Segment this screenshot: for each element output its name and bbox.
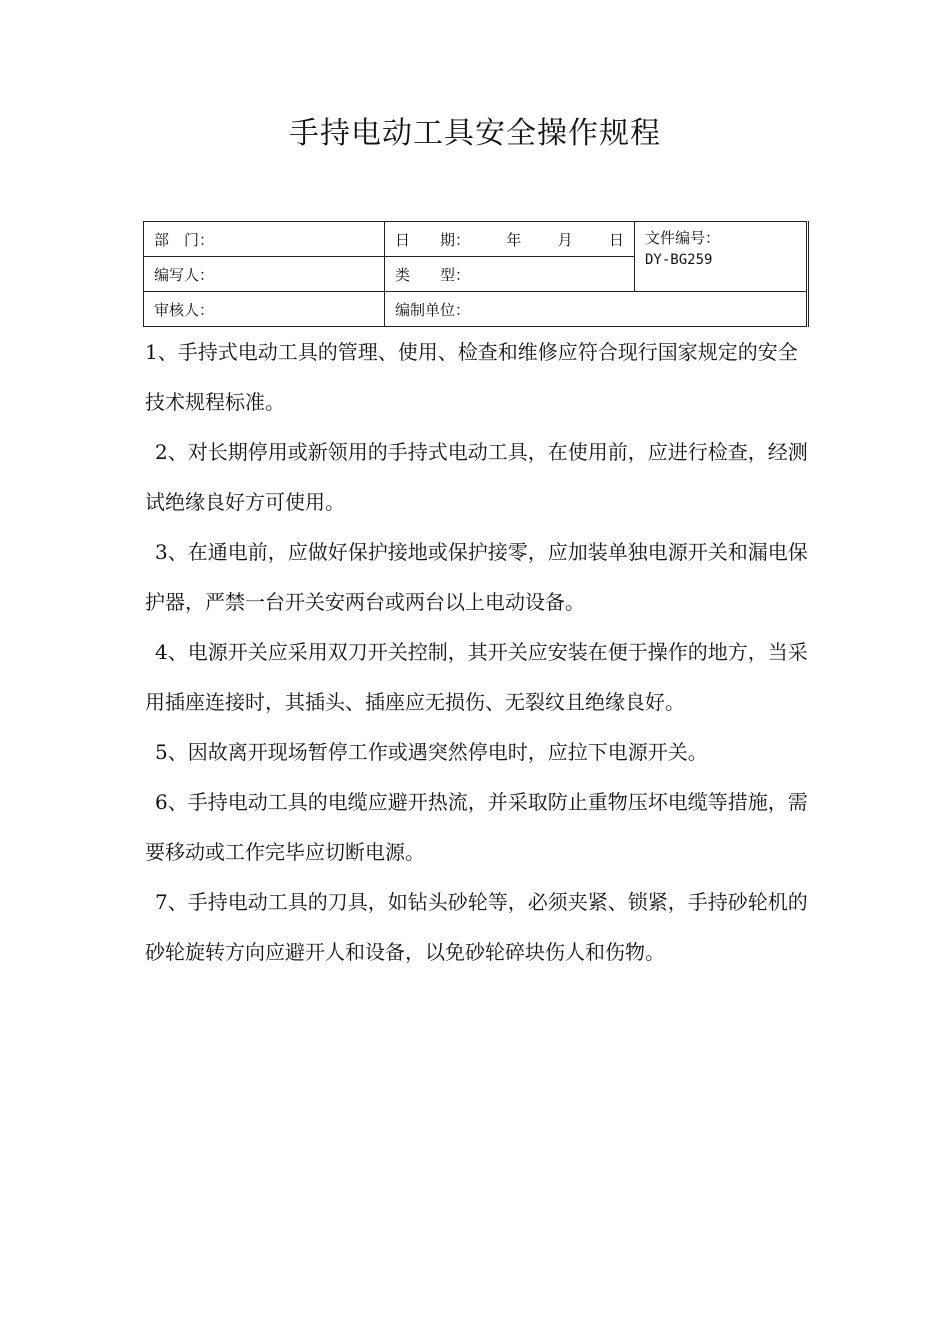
department-label: 部 门：	[154, 230, 215, 249]
info-row-1	[144, 222, 808, 257]
reviewer-label: 审核人：	[154, 300, 215, 319]
date-cell	[385, 222, 635, 257]
month-label: 月	[557, 230, 573, 249]
page-title: 手持电动工具安全操作规程	[289, 116, 661, 151]
type-label: 类 型：	[395, 265, 471, 284]
paragraph-3: 3、在通电前，应做好保护接地或保护接零，应加装单独电源开关和漏电保护器，严禁一台开关安两台或两台以上电动设备。	[145, 540, 808, 614]
date-label: 日 期：	[395, 230, 471, 249]
paragraph-7: 7、手持电动工具的刀具，如钻头砂轮等，必须夹紧、锁紧，手持砂轮机的砂轮旋转方向应避开人和设备，以免砂轮碎块伤人和伤物。	[145, 890, 808, 964]
file-number-label: 文件编号：	[645, 229, 721, 247]
year-label: 年	[506, 230, 522, 249]
procedure-body	[145, 327, 809, 977]
info-row-3	[144, 292, 808, 327]
file-number-cell	[635, 222, 808, 292]
paragraph-2: 2、对长期停用或新领用的手持式电动工具，在使用前，应进行检查，经测试绝缘良好方可使用。	[145, 440, 808, 514]
author-cell	[144, 257, 385, 292]
department-cell	[144, 222, 385, 257]
paragraph-6: 6、手持电动工具的电缆应避开热流，并采取防止重物压坏电缆等措施，需要移动或工作完毕应切断电源。	[145, 790, 808, 864]
type-cell	[385, 257, 635, 292]
document-info-table	[143, 221, 809, 327]
day-label: 日	[608, 230, 624, 249]
paragraph-1: 1、手持式电动工具的管理、使用、检查和维修应符合现行国家规定的安全技术规程标准。	[145, 340, 798, 414]
reviewer-cell	[144, 292, 385, 327]
paragraph-5: 5、因故离开现场暂停工作或遇突然停电时，应拉下电源开关。	[155, 740, 708, 764]
paragraph-4: 4、电源开关应采用双刀开关控制，其开关应安装在便于操作的地方，当采用插座连接时，其插头、插座应无损伤、无裂纹且绝缘良好。	[145, 640, 808, 714]
org-cell	[385, 292, 808, 327]
org-label: 编制单位：	[395, 300, 471, 319]
author-label: 编写人：	[154, 265, 215, 284]
file-number-value: DY-BG259	[645, 252, 713, 268]
